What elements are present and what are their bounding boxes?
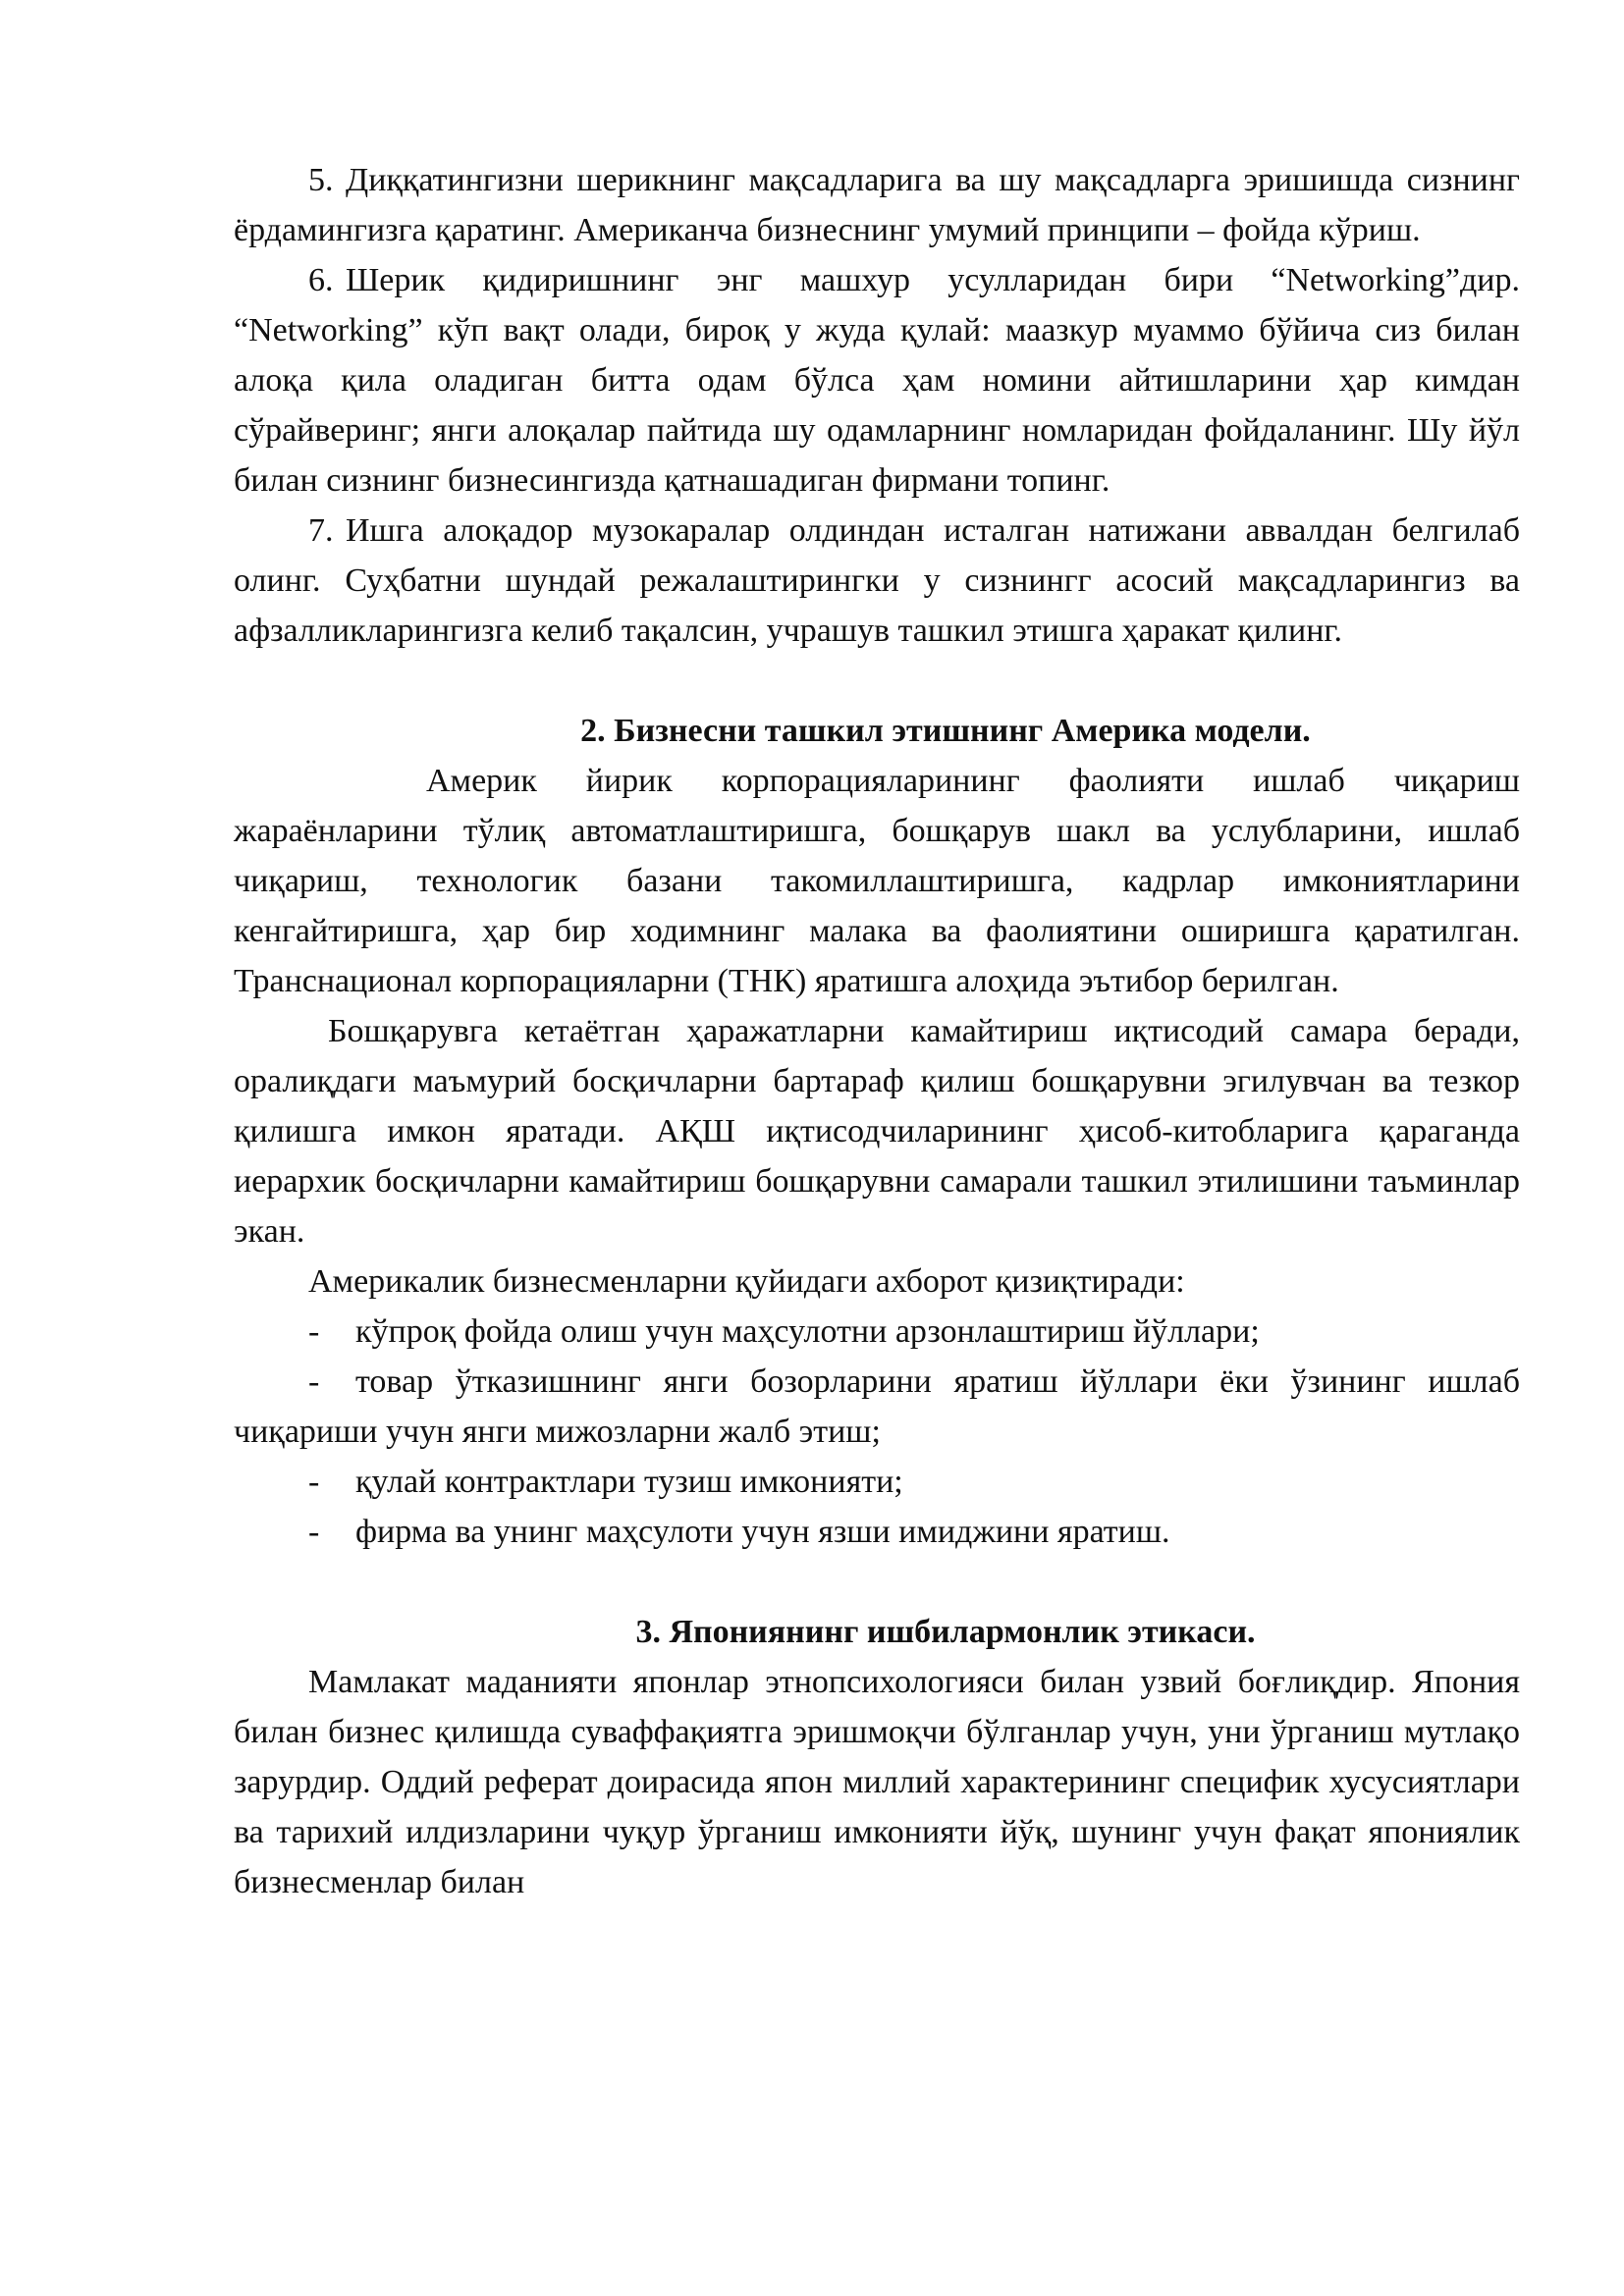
section-3-heading: 3. Япониянинг ишбилармонлик этикаси. <box>635 1614 1256 1650</box>
list-item-6 <box>234 255 1520 506</box>
item-text: Диққатингизни шерикнинг мақсадларига ва шу мақсадларга эришишда сизнинг ёрдамингизга қаратинг. Американча бизнеснинг умумий принципи – фойда кўриш. <box>234 162 1520 248</box>
item-number: 7. <box>308 512 334 549</box>
dash-marker: - <box>308 1514 320 1550</box>
section-2-paragraph-3: Америкалик бизнесменларни қуйидаги ахборот қизиқтиради: <box>308 1263 1185 1300</box>
bullet-item <box>234 1307 1520 1357</box>
item-number: 6. <box>308 262 334 298</box>
bullet-text: товар ўтказишнинг янги бозорларини яратиш йўллари ёки ўзининг ишлаб чиқариши учун янги мижозларни жалб этиш; <box>234 1363 1520 1450</box>
list-item-5 <box>234 155 1520 255</box>
section-2-paragraph-2: Бошқарувга кетаётган ҳаражатларни камайтириш иқтисодий самара беради, оралиқдаги маъмурий босқичларни бартараф қилиш бошқарувни эгилувчан ва тезкор қилишга имкон яратади. АҚШ иқтисодчиларининг ҳисоб-китобларига қараганда иерархик босқичларни камайтириш бошқарувни самарали ташкил этилишини таъминлар экан. <box>234 1013 1520 1250</box>
item-text: Ишга алоқадор музокаралар олдиндан исталган натижани аввалдан белгилаб олинг. Суҳбатни шундай режалаштирингки у сизнингг асосий мақсадларингиз ва афзалликларингизга келиб тақалсин, учрашув ташкил этишга ҳаракат қилинг. <box>234 512 1520 649</box>
bullet-text: қулай контрактлари тузиш имконияти; <box>355 1464 903 1500</box>
document-page <box>234 155 1520 1907</box>
section-3-paragraph-1: Мамлакат маданияти японлар этнопсихологияси билан узвий боғлиқдир. Япония билан бизнес қилишда суваффақиятга эришмоқчи бўлганлар учун, уни ўрганиш мутлақо зарурдир. Оддий реферат доирасида япон миллий характерининг специфик хусусиятлари ва тарихий илдизларини чуқур ўрганиш имконияти йўқ, шунинг учун фақат япониялик бизнесменлар билан <box>234 1664 1520 1900</box>
item-number: 5. <box>308 162 334 198</box>
bullet-text: кўпроқ фойда олиш учун маҳсулотни арзонлаштириш йўллари; <box>355 1313 1260 1350</box>
dash-marker: - <box>308 1363 320 1400</box>
section-2-heading: 2. Бизнесни ташкил этишнинг Америка модели. <box>580 713 1311 749</box>
bullet-text: фирма ва унинг маҳсулоти учун язши имиджини яратиш. <box>355 1514 1170 1550</box>
bullet-item <box>234 1357 1520 1457</box>
list-item-7 <box>234 506 1520 656</box>
bullet-item <box>234 1457 1520 1507</box>
section-2-paragraph-1: Америк йирик корпорацияларининг фаолияти ишлаб чиқариш жараёнларини тўлиқ автоматлаштиришга, бошқарув шакл ва услубларини, ишлаб чиқариш, технологик базани такомиллаштиришга, кадрлар имкониятларини кенгайтиришга, ҳар бир ходимнинг малака ва фаолиятини оширишга қаратилган. Транснационал корпорацияларни (ТНК) яратишга алоҳида эътибор берилган. <box>234 763 1520 999</box>
item-text: Шерик қидиришнинг энг машхур усулларидан бири “Networking”дир. “Networking” кўп вақт олади, бироқ у жуда қулай: маазкур муаммо бўйича сиз билан алоқа қила оладиган битта одам бўлса ҳам номини айтишларини ҳар кимдан сўрайверинг; янги алоқалар пайтида шу одамларнинг номларидан фойдаланинг. Шу йўл билан сизнинг бизнесингизда қатнашадиган фирмани топинг. <box>234 262 1520 499</box>
dash-marker: - <box>308 1464 320 1500</box>
bullet-item <box>234 1507 1520 1557</box>
dash-marker: - <box>308 1313 320 1350</box>
